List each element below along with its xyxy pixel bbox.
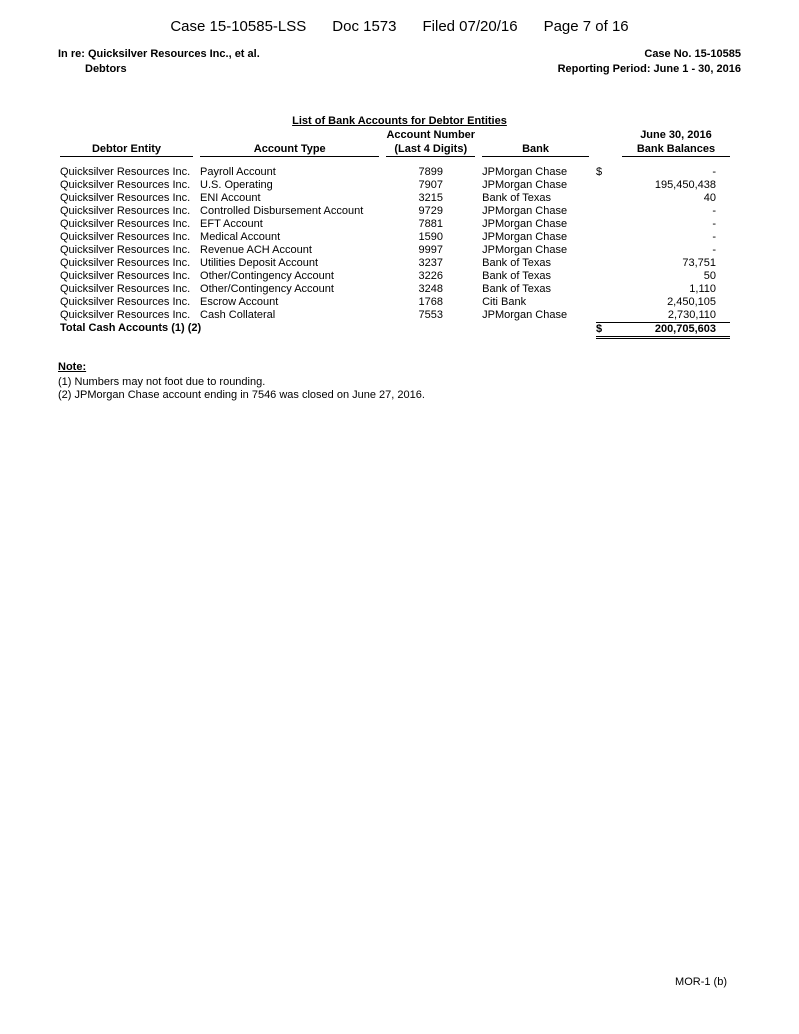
entity-cell: Quicksilver Resources Inc. <box>60 166 191 178</box>
total-digits-empty <box>386 322 475 339</box>
amount: - <box>712 218 716 230</box>
stamp-case-number: Case 15-10585-LSS <box>170 18 307 35</box>
type-cell: Escrow Account <box>200 296 279 308</box>
case-header-right <box>558 47 741 77</box>
total-label: Total Cash Accounts (1) (2) <box>60 322 202 334</box>
table-title: List of Bank Accounts for Debtor Entities <box>292 115 507 127</box>
table-row <box>60 218 730 231</box>
notes-section <box>58 361 741 402</box>
type-cell: Cash Collateral <box>200 309 276 321</box>
digits-cell: 1590 <box>418 231 443 243</box>
digits-cell: 1768 <box>418 296 443 308</box>
bank-cell: JPMorgan Chase <box>482 179 568 191</box>
amount: - <box>712 244 716 256</box>
entity-cell: Quicksilver Resources Inc. <box>60 205 191 217</box>
balance-cell <box>596 157 730 179</box>
form-number: MOR-1 (b) <box>675 976 727 988</box>
table-row <box>60 296 730 309</box>
stamp-page-number: Page 7 of 16 <box>543 18 629 35</box>
total-bank-empty <box>482 322 589 339</box>
total-currency-symbol: $ <box>595 323 603 335</box>
type-cell: U.S. Operating <box>200 179 273 191</box>
digits-cell: 7881 <box>418 218 443 230</box>
amount: - <box>712 231 716 243</box>
in-re-line: In re: Quicksilver Resources Inc., et al. <box>58 48 260 60</box>
bank-cell: Bank of Texas <box>482 192 552 204</box>
table-body <box>60 157 730 322</box>
entity-cell: Quicksilver Resources Inc. <box>60 244 191 256</box>
table-row <box>60 283 730 296</box>
total-balance-cell <box>596 322 730 339</box>
table-row <box>60 244 730 257</box>
reporting-period-line: Reporting Period: June 1 - 30, 2016 <box>557 63 741 75</box>
notes-list <box>58 376 741 402</box>
type-cell: Utilities Deposit Account <box>200 257 319 269</box>
stamp-filed-date: Filed 07/20/16 <box>422 18 518 35</box>
entity-cell: Quicksilver Resources Inc. <box>60 231 191 243</box>
balance-cell <box>596 218 730 231</box>
bank-cell: JPMorgan Chase <box>482 205 568 217</box>
table-footer <box>60 322 730 339</box>
column-header-account-type: Account Type <box>200 128 379 157</box>
table-row <box>60 257 730 270</box>
balance-cell <box>596 205 730 218</box>
digits-cell: 9997 <box>418 244 443 256</box>
bank-accounts-table <box>53 128 737 339</box>
digits-cell: 3215 <box>418 192 443 204</box>
digits-cell: 3237 <box>418 257 443 269</box>
column-header-bank: Bank <box>482 128 589 157</box>
notes-heading: Note: <box>58 361 87 373</box>
currency-symbol: $ <box>595 166 603 178</box>
amount: - <box>712 166 716 178</box>
entity-cell: Quicksilver Resources Inc. <box>60 283 191 295</box>
balance-cell <box>596 179 730 192</box>
bank-cell: JPMorgan Chase <box>482 218 568 230</box>
table-row <box>60 192 730 205</box>
bank-cell: Bank of Texas <box>482 283 552 295</box>
column-header-account-number: Account Number (Last 4 Digits) <box>386 129 476 155</box>
amount: 195,450,438 <box>654 179 716 191</box>
amount: 73,751 <box>682 257 716 269</box>
digits-cell: 3248 <box>418 283 443 295</box>
digits-cell: 7899 <box>418 166 443 178</box>
balance-cell <box>596 244 730 257</box>
table-row <box>60 309 730 322</box>
balance-cell <box>596 270 730 283</box>
column-header-bank-balances: June 30, 2016 Bank Balances <box>596 128 730 157</box>
balance-cell <box>596 296 730 309</box>
amount: 2,450,105 <box>667 296 716 308</box>
digits-cell: 7907 <box>418 179 443 191</box>
table-header <box>60 128 730 157</box>
digits-cell: 3226 <box>418 270 443 282</box>
entity-cell: Quicksilver Resources Inc. <box>60 179 191 191</box>
digits-cell: 9729 <box>418 205 443 217</box>
amount: 1,110 <box>689 283 716 295</box>
entity-cell: Quicksilver Resources Inc. <box>60 309 191 321</box>
balance-cell <box>596 309 730 322</box>
bank-cell: Bank of Texas <box>482 270 552 282</box>
table-header-row <box>60 128 730 157</box>
type-cell: Controlled Disbursement Account <box>200 205 364 217</box>
note-item: (2) JPMorgan Chase account ending in 7546 was closed on June 27, 2016. <box>58 389 425 401</box>
digits-cell: 7553 <box>418 309 443 321</box>
bank-cell: JPMorgan Chase <box>482 166 568 178</box>
total-row <box>60 322 730 339</box>
court-filing-stamp <box>58 10 741 35</box>
entity-cell: Quicksilver Resources Inc. <box>60 218 191 230</box>
bank-cell: Citi Bank <box>482 296 527 308</box>
table-row <box>60 157 730 179</box>
type-cell: ENI Account <box>200 192 261 204</box>
type-cell: Other/Contingency Account <box>200 270 334 282</box>
balance-cell <box>596 257 730 270</box>
bank-cell: Bank of Texas <box>482 257 552 269</box>
table-row <box>60 205 730 218</box>
balance-cell <box>596 283 730 296</box>
document-page <box>0 0 799 402</box>
table-row <box>60 179 730 192</box>
type-cell: Medical Account <box>200 231 281 243</box>
stamp-doc-number: Doc 1573 <box>332 18 397 35</box>
type-cell: Payroll Account <box>200 166 276 178</box>
amount: 40 <box>703 192 716 204</box>
balance-cell <box>596 192 730 205</box>
case-header-left <box>58 47 260 77</box>
debtors-label: Debtors <box>85 63 127 75</box>
entity-cell: Quicksilver Resources Inc. <box>60 257 191 269</box>
case-header <box>58 47 741 77</box>
type-cell: Revenue ACH Account <box>200 244 312 256</box>
amount: 50 <box>703 270 716 282</box>
bank-cell: JPMorgan Chase <box>482 231 568 243</box>
bank-cell: JPMorgan Chase <box>482 309 568 321</box>
case-no-line: Case No. 15-10585 <box>644 48 741 60</box>
bank-cell: JPMorgan Chase <box>482 244 568 256</box>
table-row <box>60 231 730 244</box>
type-cell: EFT Account <box>200 218 263 230</box>
note-item: (1) Numbers may not foot due to rounding. <box>58 376 266 388</box>
entity-cell: Quicksilver Resources Inc. <box>60 296 191 308</box>
amount: - <box>712 205 716 217</box>
balance-cell <box>596 231 730 244</box>
total-amount: 200,705,603 <box>654 323 716 335</box>
entity-cell: Quicksilver Resources Inc. <box>60 270 191 282</box>
table-row <box>60 270 730 283</box>
entity-cell: Quicksilver Resources Inc. <box>60 192 191 204</box>
type-cell: Other/Contingency Account <box>200 283 334 295</box>
amount: 2,730,110 <box>667 309 716 321</box>
column-header-debtor-entity: Debtor Entity <box>60 128 193 157</box>
